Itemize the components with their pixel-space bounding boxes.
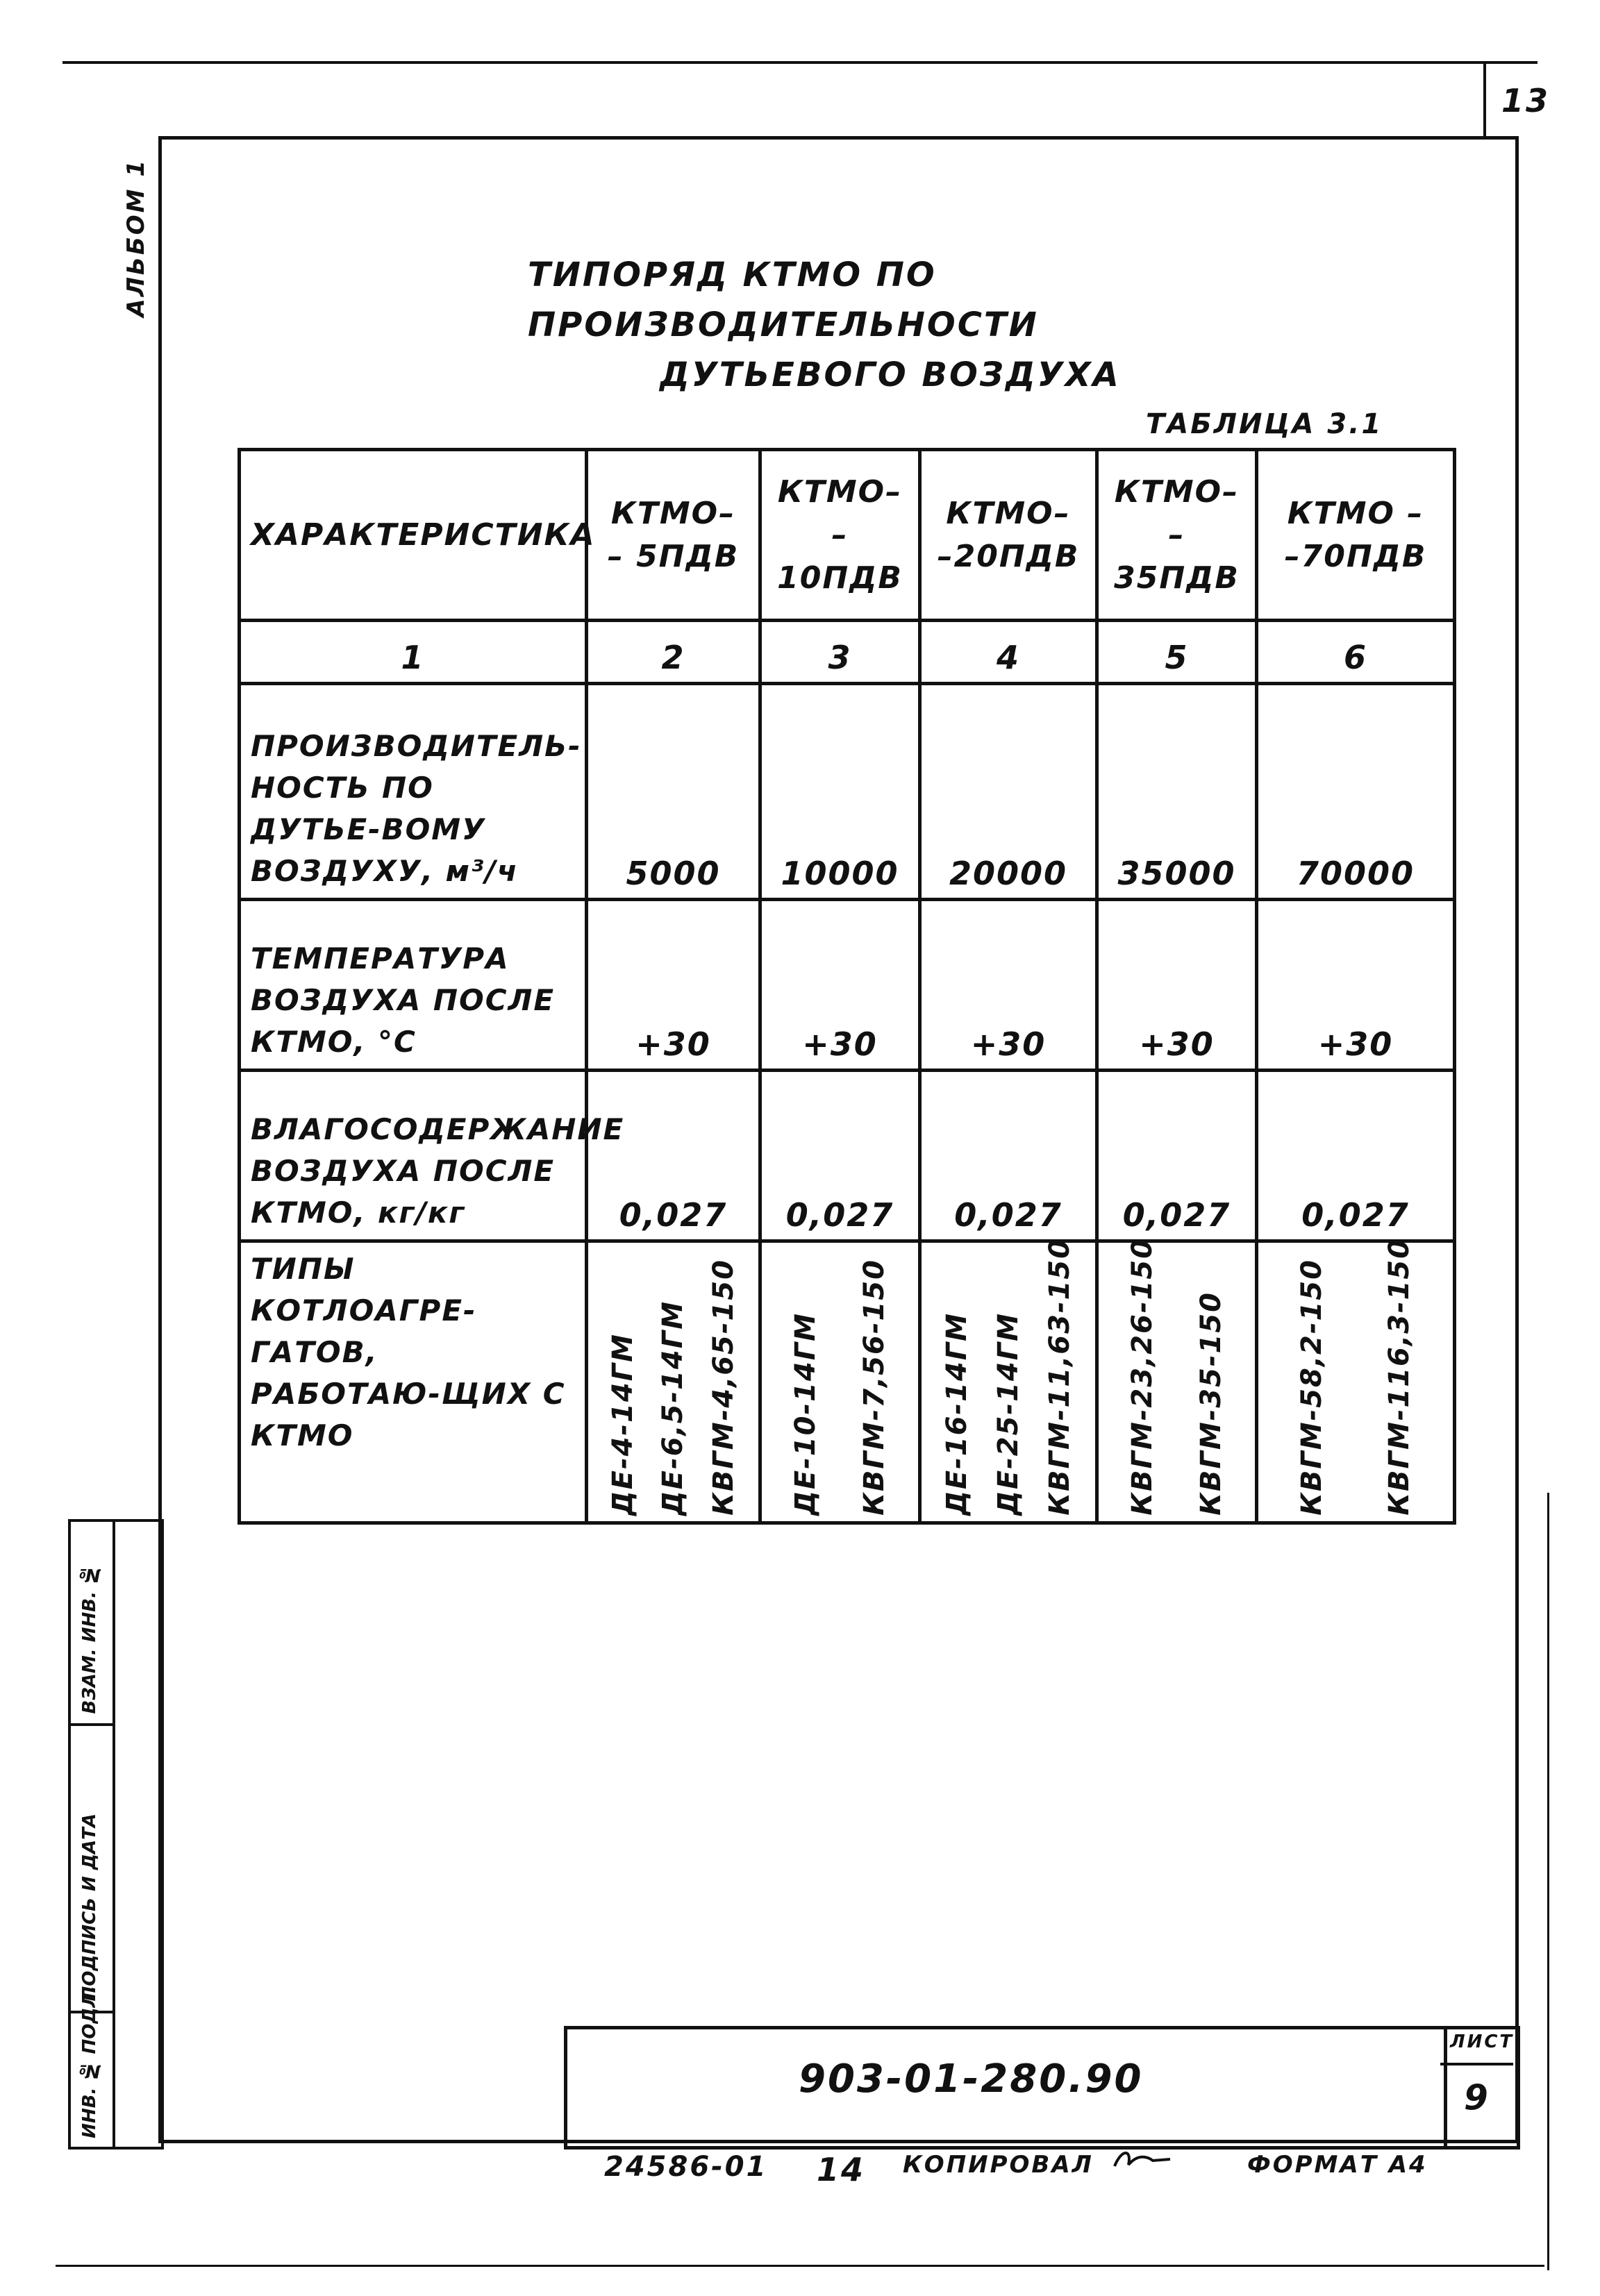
- cell-value: 0,027: [920, 1071, 1097, 1241]
- column-number: 4: [920, 621, 1097, 684]
- header-characteristic: ХАРАКТЕРИСТИКА: [240, 450, 587, 621]
- cell-value: 10000: [760, 684, 920, 900]
- footer-number: 24586-01: [604, 2151, 768, 2183]
- boiler-types-cell: [920, 1238, 1097, 1523]
- cell-value: 70000: [1257, 684, 1455, 900]
- boiler-type: КВГМ-4,65-150: [707, 1259, 740, 1516]
- title-line-1: ТИПОРЯД КТМО ПО ПРОИЗВОДИТЕЛЬНОСТИ: [528, 255, 1039, 344]
- page-num-box-left: [1483, 61, 1486, 136]
- table-row: [240, 684, 1455, 900]
- cell-value: 5000: [587, 684, 760, 900]
- column-number: 2: [587, 621, 760, 684]
- cell-value: 0,027: [587, 1071, 760, 1241]
- boiler-types-cell: [1097, 1238, 1257, 1523]
- table-row: [240, 900, 1455, 1071]
- column-number: 5: [1097, 621, 1257, 684]
- boiler-type: КВГМ-58,2-150: [1296, 1259, 1328, 1516]
- header-row: [240, 450, 1455, 621]
- stamp-divider: [112, 1522, 115, 2147]
- bottom-rule: [56, 2265, 1544, 2267]
- header-model: КТМО– –20ПДВ: [920, 450, 1097, 621]
- signature-mark: [1111, 2145, 1174, 2173]
- row-label-moisture: ВЛАГОСОДЕРЖАНИЕ ВОЗДУХА ПОСЛЕ КТМО, кг/кг: [240, 1071, 587, 1241]
- row-label-boiler-types: ТИПЫ КОТЛОАГРЕ-ГАТОВ, РАБОТАЮ-ЩИХ С КТМО: [240, 1241, 587, 1523]
- cell-value: 0,027: [1257, 1071, 1455, 1241]
- cell-value: 20000: [920, 684, 1097, 900]
- footer-14: 14: [817, 2151, 866, 2188]
- header-model: КТМО – –70ПДВ: [1257, 450, 1455, 621]
- table-row: [240, 1071, 1455, 1241]
- footer-copied: КОПИРОВАЛ: [903, 2151, 1094, 2179]
- stamp-cell: [71, 1726, 112, 2013]
- document-code: 903-01-280.90: [799, 2056, 1144, 2102]
- cell-value: +30: [920, 900, 1097, 1071]
- header-model: КТМО– –35ПДВ: [1097, 450, 1257, 621]
- row-label-temperature: ТЕМПЕРАТУРА ВОЗДУХА ПОСЛЕ КТМО, °С: [240, 900, 587, 1071]
- sheet-label: ЛИСТ: [1450, 2031, 1515, 2052]
- frame-right: [1515, 136, 1519, 2143]
- footer-format: ФОРМАТ А4: [1247, 2151, 1428, 2179]
- column-number: 1: [240, 621, 587, 684]
- album-label: АЛЬБОМ 1: [122, 158, 150, 317]
- right-margin-line: [1547, 1493, 1549, 2270]
- boiler-type: КВГМ-23,26-150: [1126, 1238, 1159, 1516]
- boiler-types-cell: [1257, 1238, 1455, 1523]
- header-model: КТМО– –10ПДВ: [760, 450, 920, 621]
- sheet-divider: [1440, 2063, 1513, 2065]
- column-number: 3: [760, 621, 920, 684]
- column-number: 6: [1257, 621, 1455, 684]
- sheet-number: 9: [1464, 2077, 1490, 2118]
- table-label: ТАБЛИЦА 3.1: [1146, 408, 1383, 440]
- stamp-podpis: ПОДПИСЬ И ДАТА: [79, 1813, 100, 2001]
- title-line-2: ДУТЬЕВОГО ВОЗДУХА: [660, 355, 1121, 394]
- boiler-type: ДЕ-25-14ГМ: [992, 1312, 1024, 1516]
- frame-top: [158, 136, 1518, 140]
- table-row: [240, 1241, 1455, 1523]
- cell-value: +30: [1097, 900, 1257, 1071]
- boiler-types-cell: [587, 1241, 760, 1523]
- boiler-type: ДЕ-16-14ГМ: [941, 1312, 973, 1516]
- stamp-inv: ИНВ. № ПОДЛ.: [79, 1986, 100, 2138]
- boiler-type: КВГМ-35-150: [1194, 1291, 1227, 1516]
- page-number: 13: [1501, 82, 1551, 119]
- header-model: КТМО– – 5ПДВ: [587, 450, 760, 621]
- cell-value: +30: [587, 900, 760, 1071]
- stamp-vzam: ВЗАМ. ИНВ. №: [79, 1564, 100, 1713]
- column-number-row: [240, 621, 1455, 684]
- boiler-type: ДЕ-4-14ГМ: [607, 1333, 640, 1516]
- cell-value: 0,027: [1097, 1071, 1257, 1241]
- boiler-type: КВГМ-116,3-150: [1383, 1238, 1415, 1516]
- boiler-types-cell: [760, 1241, 920, 1523]
- cell-value: +30: [1257, 900, 1455, 1071]
- stamp-cell: [71, 1522, 112, 1726]
- row-label-capacity: ПРОИЗВОДИТЕЛЬ-НОСТЬ ПО ДУТЬЕ-ВОМУ ВОЗДУХУ, м³/ч: [240, 684, 587, 900]
- document-title: [528, 250, 1396, 400]
- approval-stamp: [68, 1519, 164, 2150]
- cell-value: 35000: [1097, 684, 1257, 900]
- cell-value: +30: [760, 900, 920, 1071]
- top-rule: [62, 61, 1538, 64]
- ktmo-table: [238, 448, 1456, 1525]
- stamp-cell: [71, 1986, 112, 2144]
- boiler-type: ДЕ-10-14ГМ: [790, 1312, 822, 1516]
- boiler-type: КВГМ-7,56-150: [858, 1259, 890, 1516]
- boiler-type: КВГМ-11,63-150: [1044, 1238, 1076, 1516]
- boiler-type: ДЕ-6,5-14ГМ: [657, 1300, 690, 1516]
- cell-value: 0,027: [760, 1071, 920, 1241]
